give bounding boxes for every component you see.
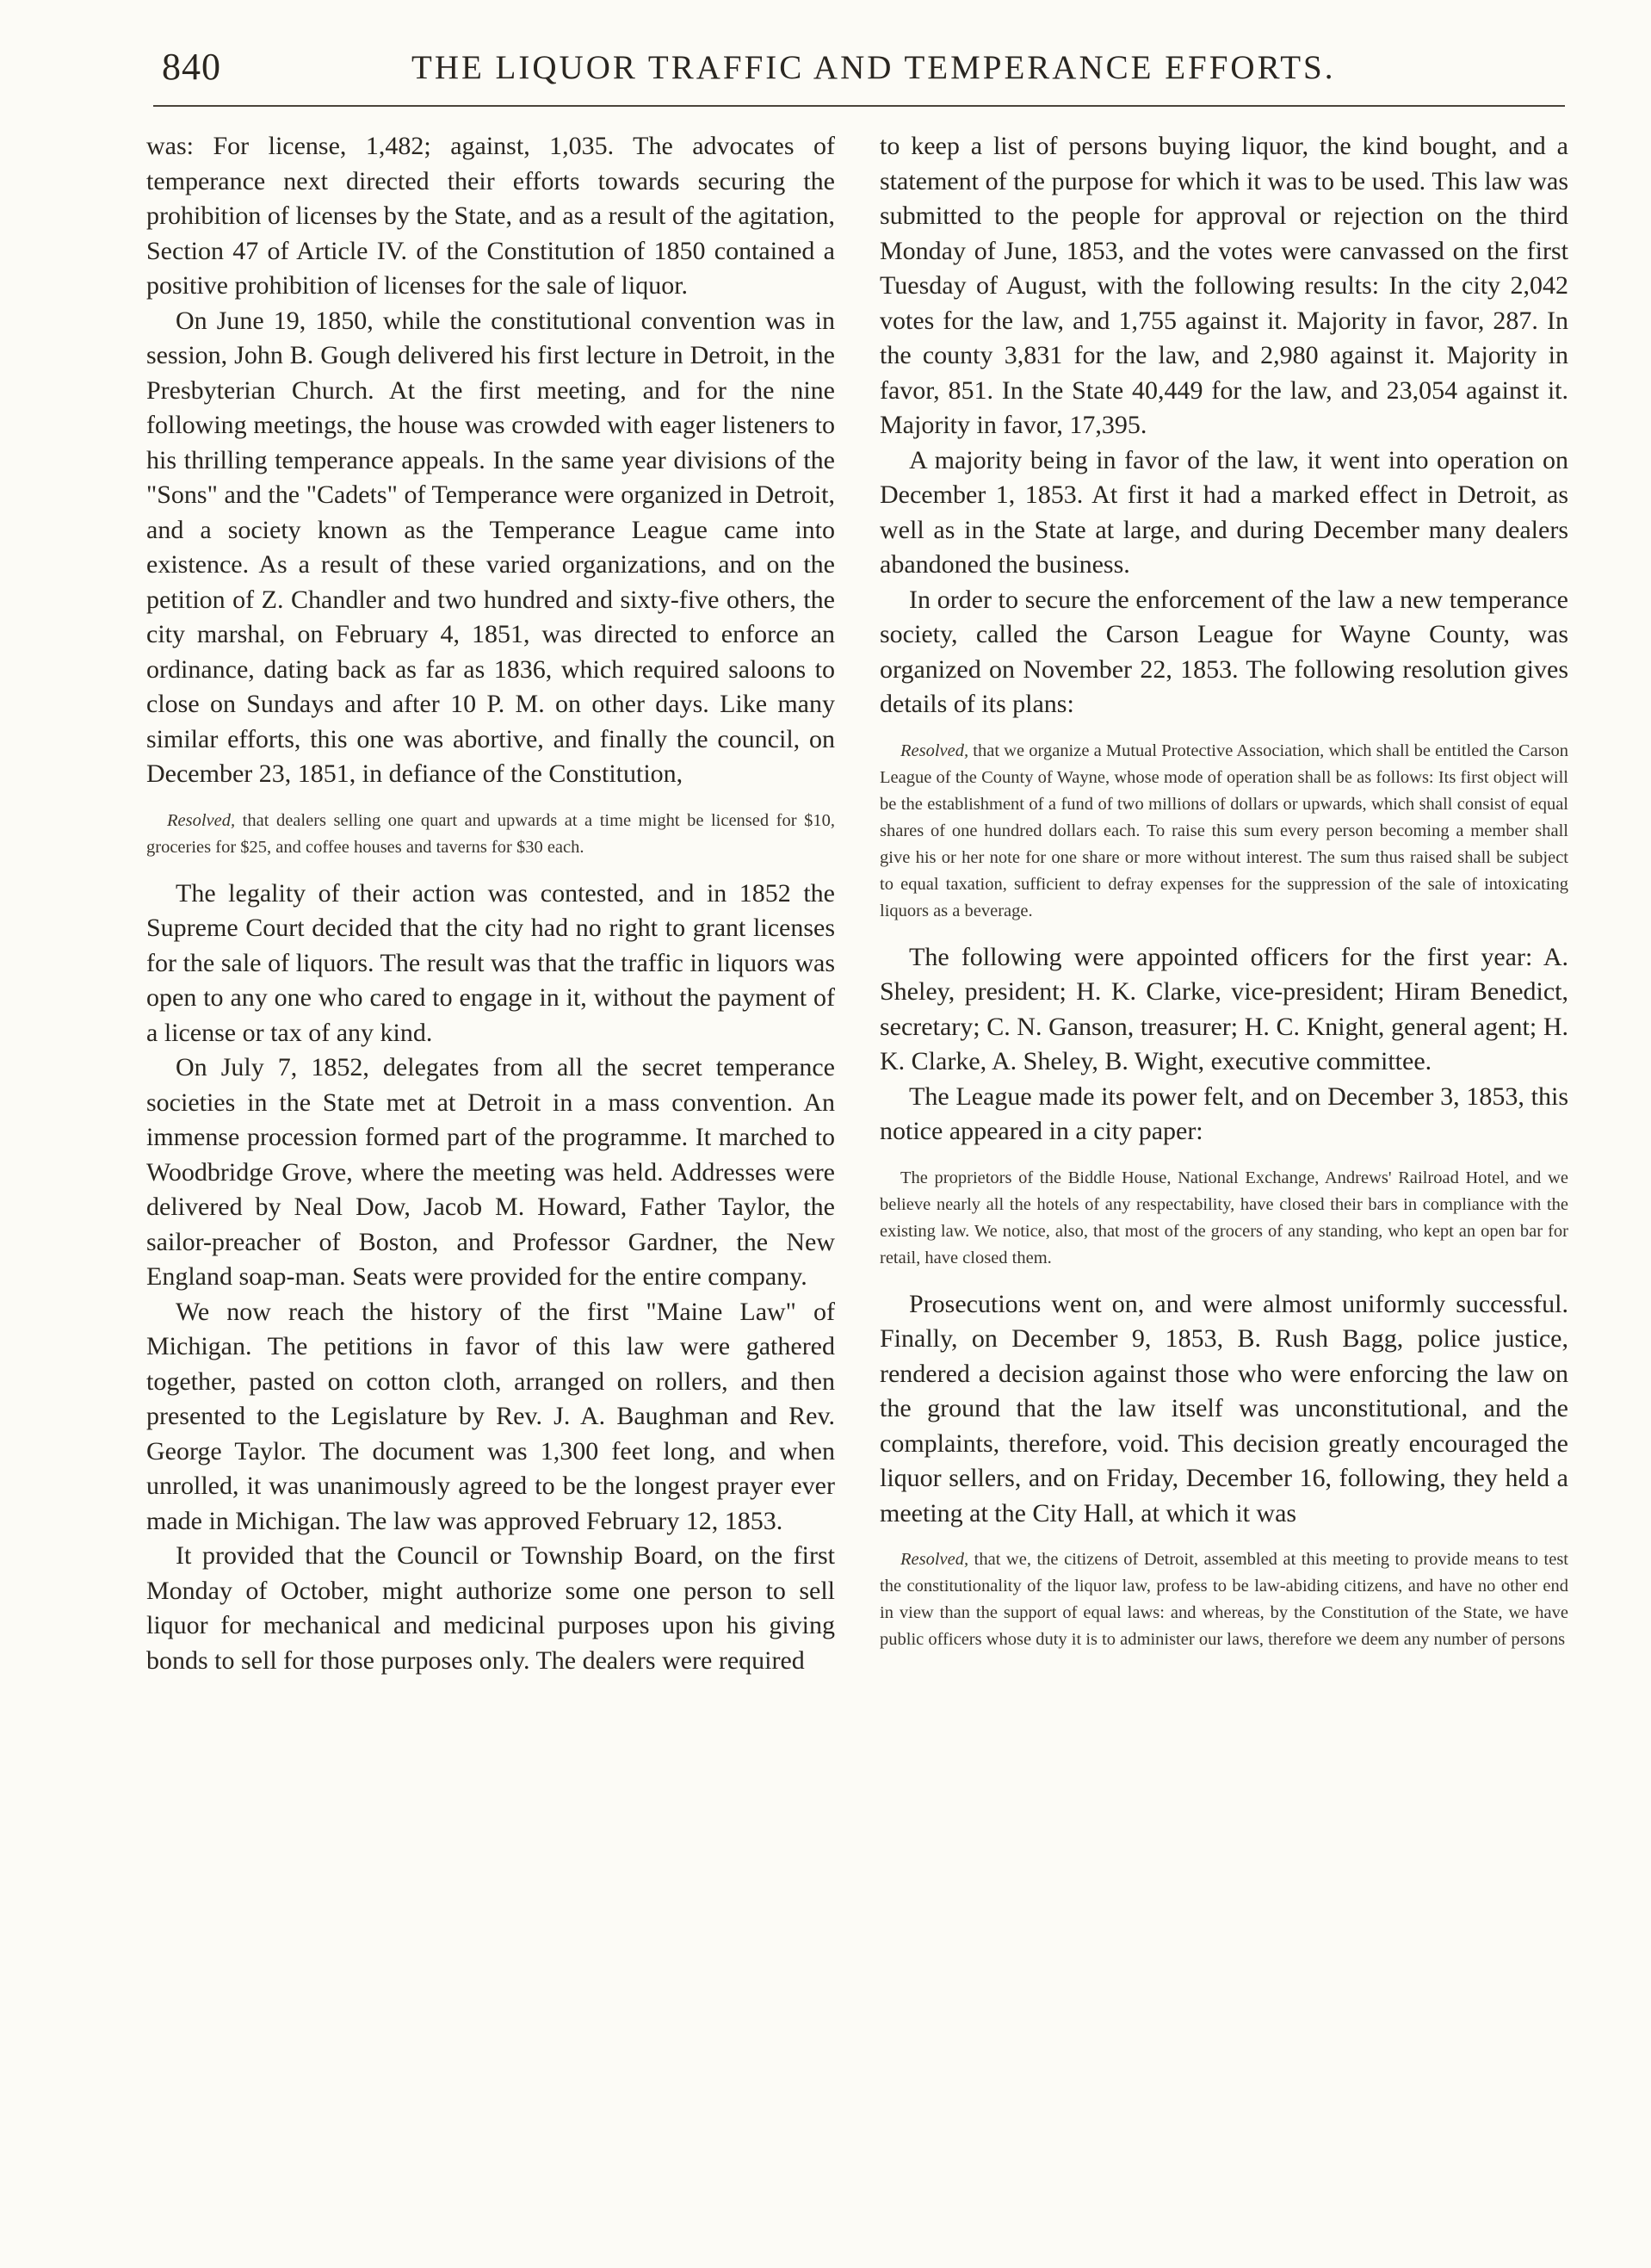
paragraph: was: For license, 1,482; against, 1,035. The advocates of temperance next directed their efforts towards securing the prohibition of licenses by the State, and as a result of the agitation, Section 47 of Article IV. of the Constitution of 1850 contained a positive prohibition of licenses for the sale of liquor. <box>146 132 835 300</box>
paragraph: to keep a list of persons buying liquor, the kind bought, and a statement of the purpose for which it was to be used. This law was submitted to the people for approval or rejection on the third Monday of June, 1853, and the votes were canvassed on the first Tuesday of August, with the following results: In the city 2,042 votes for the law, and 1,755 against it. Majority in favor, 287. In the county 3,831 for the law, and 2,980 against it. Majority in favor, 851. In the State 40,449 for the law, and 23,054 against it. Majority in favor, 17,395. <box>880 132 1568 439</box>
right-column <box>880 129 1568 2230</box>
header-rule <box>153 105 1565 107</box>
quote-lead: Resolved, <box>900 741 969 760</box>
paragraph: The following were appointed officers for the first year: A. Sheley, president; H. K. Clarke, vice-president; Hiram Benedict, secretary; C. N. Ganson, treasurer; H. C. Knight, general agent; H. K. Clarke, A. Sheley, B. Wight, executive committee. <box>880 942 1568 1075</box>
quote-lead: Resolved, <box>900 1550 969 1569</box>
block-quote <box>880 1546 1568 1653</box>
quote-text: that we organize a Mutual Protective Association, which shall be entitled the Carson League of the County of Wayne, whose mode of operation shall be as follows: Its first object will be the establishment of a fund of two millions of dollars or upwards, which shall consist of equal shares of one hundred dollars each. To raise this sum every person becoming a member shall give his or her note for one share or more without interest. The sum thus raised shall be subject to equal taxation, sufficient to defray expenses for the suppression of the sale of intoxicating liquors as a beverage. <box>880 741 1568 920</box>
paragraph: On June 19, 1850, while the constitutional convention was in session, John B. Gough delivered his first lecture in Detroit, in the Presbyterian Church. At the first meeting, and for the nine following meetings, the house was crowded with eager listeners to his thrilling temperance appeals. In the same year divisions of the "Sons" and the "Cadets" of Temperance were organized in Detroit, and a society known as the Temperance League came into existence. As a result of these varied organizations, and on the petition of Z. Chandler and two hundred and sixty-five others, the city marshal, on February 4, 1851, was directed to enforce an ordinance, dating back as far as 1836, which required saloons to close on Sundays and after 10 P. M. on other days. Like many similar efforts, this one was abortive, and finally the council, on December 23, 1851, in defiance of the Constitution, <box>146 306 835 788</box>
block-quote <box>880 738 1568 925</box>
quote-lead: Resolved, <box>167 810 236 830</box>
page-number: 840 <box>162 46 221 88</box>
block-quote <box>146 808 835 861</box>
quote-text: that we, the citizens of Detroit, assembled at this meeting to provide means to test the constitutionality of the liquor law, profess to be law-abiding citizens, and have no other end in view than the support of equal laws: and whereas, by the Constitution of the State, we have public officers whose duty it is to administer our laws, therefore we deem any number of persons <box>880 1550 1568 1649</box>
paragraph: On July 7, 1852, delegates from all the secret temperance societies in the State met at Detroit in a mass convention. An immense procession formed part of the programme. It marched to Woodbridge Grove, where the meeting was held. Addresses were delivered by Neal Dow, Jacob M. Howard, Father Taylor, the sailor-preacher of Boston, and Professor Gardner, the New England soap-man. Seats were provided for the entire company. <box>146 1053 835 1291</box>
quote-text: that dealers selling one quart and upwards at a time might be licensed for $10, groceries for $25, and coffee houses and taverns for $30 each. <box>146 810 835 857</box>
paragraph: In order to secure the enforcement of the law a new temperance society, called the Carson League for Wayne County, was organized on November 22, 1853. The following resolution gives details of its plans: <box>880 585 1568 718</box>
paragraph: The League made its power felt, and on December 3, 1853, this notice appeared in a city paper: <box>880 1081 1568 1145</box>
paragraph: A majority being in favor of the law, it went into operation on December 1, 1853. At first it had a marked effect in Detroit, as well as in the State at large, and during December many dealers abandoned the business. <box>880 445 1568 579</box>
block-quote: The proprietors of the Biddle House, National Exchange, Andrews' Railroad Hotel, and we believe nearly all the hotels of any respectability, have closed their bars in compliance with the existing law. We notice, also, that most of the grocers of any standing, who kept an open bar for retail, have closed them. <box>880 1168 1568 1267</box>
page-header <box>153 45 1565 100</box>
paragraph: We now reach the history of the first "Maine Law" of Michigan. The petitions in favor of this law were gathered together, pasted on cotton cloth, arranged on rollers, and then presented to the Legislature by Rev. J. A. Baughman and Rev. George Taylor. The document was 1,300 feet long, and when unrolled, it was unanimously agreed to be the longest prayer ever made in Michigan. The law was approved February 12, 1853. <box>146 1297 835 1535</box>
running-head: THE LIQUOR TRAFFIC AND TEMPERANCE EFFORTS. <box>411 49 1336 86</box>
left-column <box>146 129 835 2230</box>
paragraph: It provided that the Council or Township Board, on the first Monday of October, might authorize some one person to sell liquor for mechanical and medicinal purposes upon his giving bonds to sell for those purposes only. The dealers were required <box>146 1541 835 1675</box>
paragraph: Prosecutions went on, and were almost uniformly successful. Finally, on December 9, 1853, B. Rush Bagg, police justice, rendered a decision against those who were enforcing the law on the ground that the law itself was unconstitutional, and the complaints, therefore, void. This decision greatly encouraged the liquor sellers, and on Friday, December 16, following, they held a meeting at the City Hall, at which it was <box>880 1289 1568 1527</box>
paragraph: The legality of their action was contested, and in 1852 the Supreme Court decided that the city had no right to grant licenses for the sale of liquors. The result was that the traffic in liquors was open to any one who cared to engage in it, without the payment of a license or tax of any kind. <box>146 878 835 1047</box>
